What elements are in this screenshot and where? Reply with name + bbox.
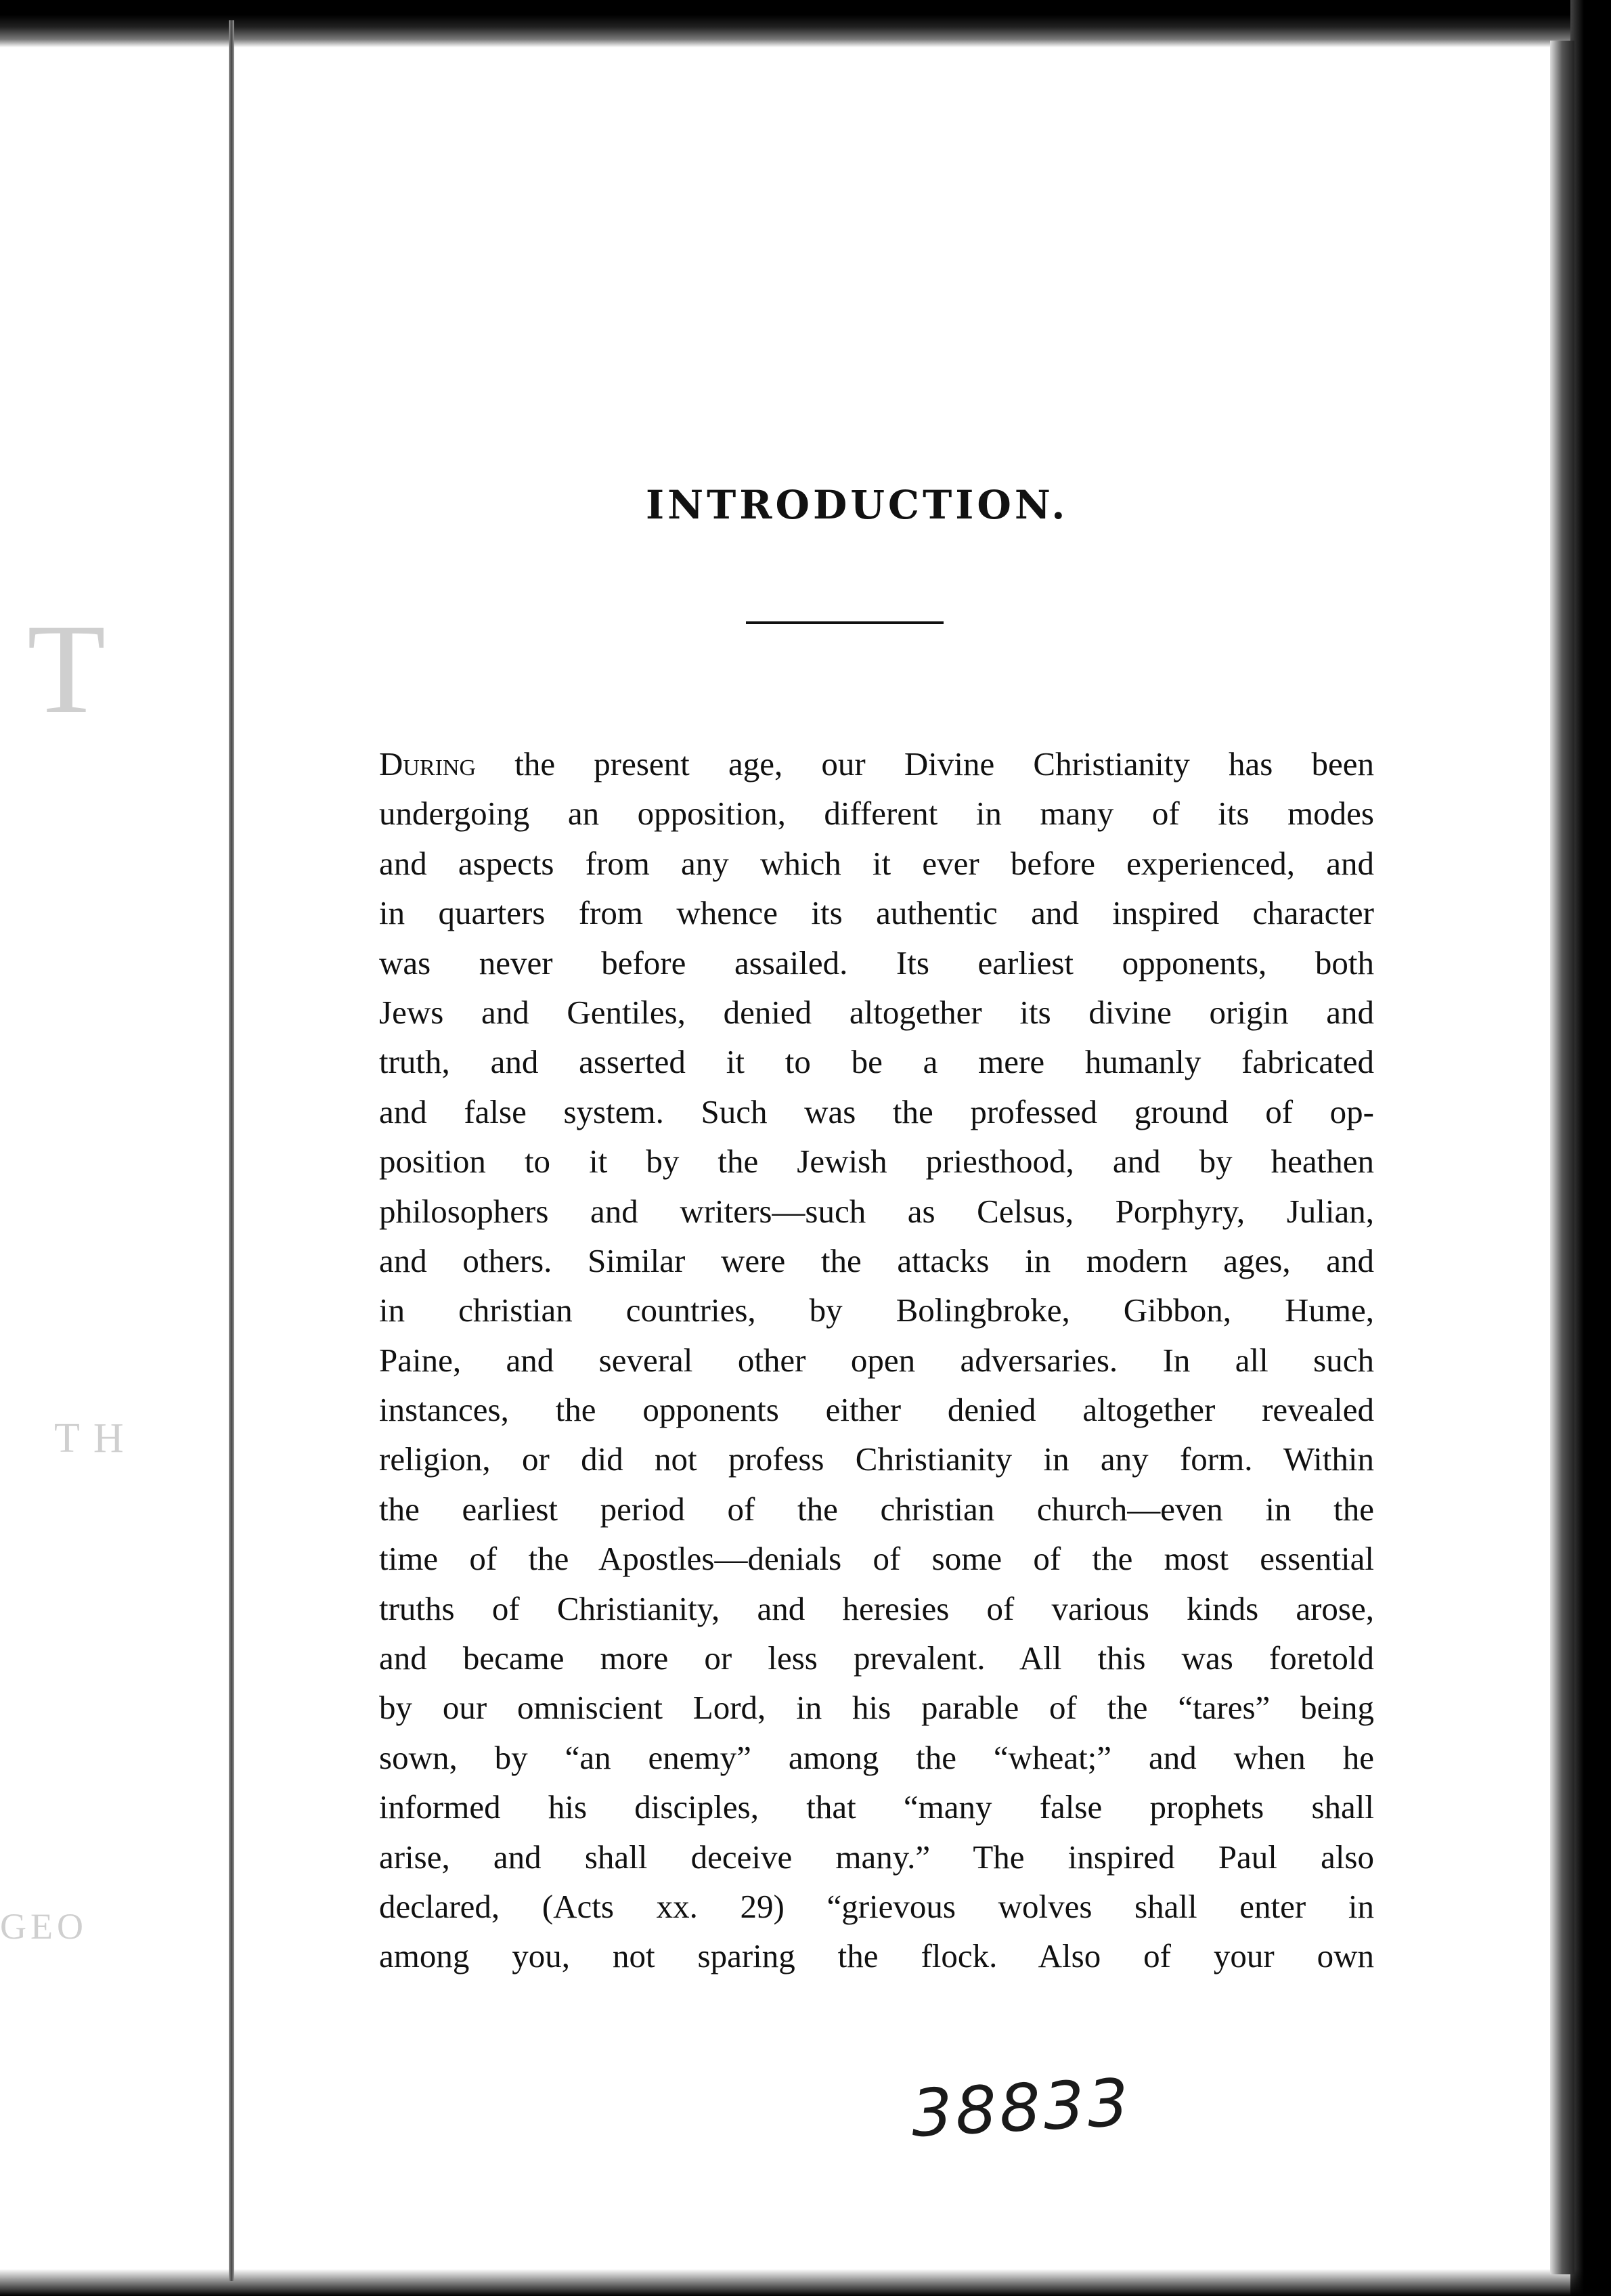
text-line: informed his disciples, that “many false prophets shall — [379, 1788, 1374, 1826]
handwritten-number: 38833 — [909, 2064, 1134, 2152]
text-line: time of the Apostles—denials of some of the most essential — [379, 1540, 1374, 1578]
text-line: among you, not sparing the flock. Also of your own — [379, 1937, 1374, 1975]
text-line: in christian countries, by Bolingbroke, Gibbon, Hume, — [379, 1292, 1374, 1329]
page-title: INTRODUCTION. — [646, 482, 1069, 528]
page-fold-line — [229, 20, 234, 2281]
text-line: arise, and shall deceive many.” The inspired Paul also — [379, 1838, 1374, 1876]
text-line: philosophers and writers—such as Celsus, Porphyry, Julian, — [379, 1192, 1374, 1230]
text-line — [379, 739, 1374, 789]
scan-right-edge — [1570, 0, 1611, 2296]
text-line: Paine, and several other open adversaries. In all such — [379, 1341, 1374, 1379]
text-line: truths of Christianity, and heresies of various kinds arose, — [379, 1589, 1374, 1627]
text-line: in quarters from whence its authentic and inspired character — [379, 894, 1374, 932]
first-line-rest: the present age, our Divine Christianity has been — [476, 745, 1374, 782]
scan-bottom-edge — [0, 2269, 1611, 2296]
show-through-glyph: TH — [54, 1415, 137, 1461]
text-line: and false system. Such was the professed ground of op- — [379, 1092, 1374, 1130]
opening-word: During — [379, 745, 477, 782]
text-line: the earliest period of the christian church—even in the — [379, 1490, 1374, 1528]
title-divider — [746, 621, 944, 624]
text-line: declared, (Acts xx. 29) “grievous wolves shall enter in — [379, 1887, 1374, 1925]
text-line: by our omniscient Lord, in his parable of the “tares” being — [379, 1689, 1374, 1727]
text-line: and became more or less prevalent. All this was foretold — [379, 1639, 1374, 1677]
body-text — [379, 739, 1374, 1981]
text-line: instances, the opponents either denied altogether revealed — [379, 1391, 1374, 1429]
show-through-glyph: T — [27, 598, 106, 741]
text-line: religion, or did not profess Christianity in any form. Within — [379, 1440, 1374, 1478]
text-line: was never before assailed. Its earliest opponents, both — [379, 944, 1374, 981]
text-line: position to it by the Jewish priesthood, and by heathen — [379, 1143, 1374, 1180]
text-line: and others. Similar were the attacks in modern ages, and — [379, 1241, 1374, 1279]
text-line: sown, by “an enemy” among the “wheat;” and when he — [379, 1738, 1374, 1776]
show-through-glyph: GEO — [0, 1906, 87, 1947]
text-line: truth, and asserted it to be a mere humanly fabricated — [379, 1043, 1374, 1081]
scan-top-edge — [0, 0, 1611, 47]
text-line: undergoing an opposition, different in many of its modes — [379, 795, 1374, 833]
page-right-edge — [1550, 41, 1574, 2274]
text-line: Jews and Gentiles, denied altogether its divine origin and — [379, 993, 1374, 1031]
text-line: and aspects from any which it ever before experienced, and — [379, 844, 1374, 882]
